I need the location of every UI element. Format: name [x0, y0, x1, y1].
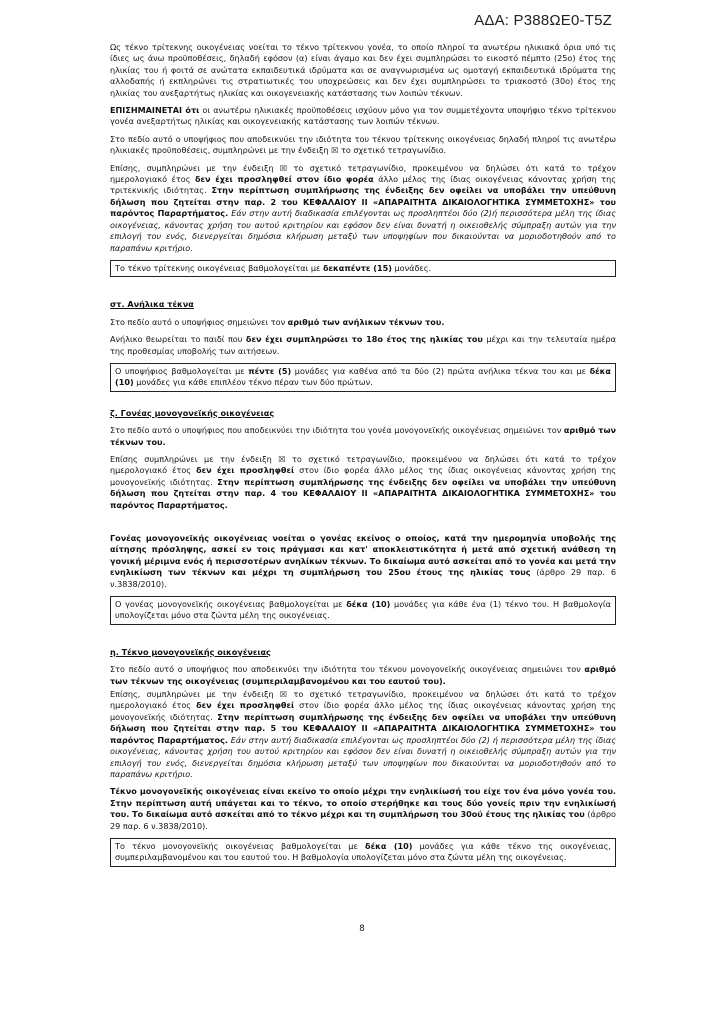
section-heading: στ. Ανήλικα τέκνα	[110, 299, 194, 310]
section-heading: ζ. Γονέας μονογονεϊκής οικογένειας	[110, 407, 275, 418]
page-number: 8	[359, 924, 365, 934]
paragraph: ΕΠΙΣΗΜΑΙΝΕΤΑΙ ότι οι ανωτέρω ηλικιακές προϋποθέσεις ισχύουν μόνο για τον συμμετέχοντα υποψήφιο τέκνο τρίτεκνου γονέα ανεξαρτήτως ηλικίας και οικογενειακής κατάστασης των λοιπών τέκνων.	[110, 105, 617, 127]
paragraph: Ανήλικο θεωρείται το παιδί που δεν έχει συμπληρώσει το 18ο έτος της ηλικίας του μέχρι και την τελευταία ημέρα της προθεσμίας υποβολής των αιτήσεων.	[110, 334, 617, 356]
paragraph: Επίσης συμπληρώνει με την ένδειξη ☒ το σχετικό τετραγωνίδιο, προκειμένου να δηλώσει ότι κατά το τρέχον ημερολογιακό έτος δεν έχει προσληφθεί στον ίδιο φορέα άλλο μέλος της ίδιας οικογένειας κάνοντας χρήση της μονογονεϊκής ιδιότητας. Στην περίπτωση συμπλήρωσης της ένδειξης δεν οφείλει να υποβάλει την υπεύθυνη δήλωση που ζητείται στην παρ. 4 του ΚΕΦΑΛΑΙΟΥ ΙΙ «ΑΠΑΡΑΙΤΗΤΑ ΔΙΚΑΙΟΛΟΓΗΤΙΚΑ ΣΥΜΜΕΤΟΧΗΣ» του παρόντος Παραρτήματος.	[110, 453, 616, 510]
score-box: Ο γονέας μονογονεϊκής οικογένειας βαθμολογείται με δέκα (10) μονάδες για κάθε ένα (1) τέκνο του. Η βαθμολογία υπολογίζεται μόνο στα ζώντα μέλη της οικογένειας.	[110, 596, 616, 625]
paragraph: Στο πεδίο αυτό ο υποψήφιος που αποδεικνύει την ιδιότητα του τέκνου τρίτεκνης οικογένειας δηλαδή πληροί τις ανωτέρω ηλικιακές προϋποθέσεις, συμπληρώνει με την ένδειξη ☒ το σχετικό τετραγωνίδιο.	[110, 133, 616, 156]
paragraph: Στο πεδίο αυτό ο υποψήφιος σημειώνει τον αριθμό των ανήλικων τέκνων του.	[110, 316, 445, 327]
section-heading: η. Τέκνο μονογονεϊκής οικογένειας	[110, 646, 271, 657]
paragraph: Στο πεδίο αυτό ο υποψήφιος που αποδεικνύει την ιδιότητα του γονέα μονογονεϊκής οικογένειας σημειώνει τον αριθμό των τέκνων του.	[110, 425, 616, 447]
paragraph: Ως τέκνο τρίτεκνης οικογένειας νοείται το τέκνο τρίτεκνου γονέα, το οποίο πληροί τα ανωτέρω ηλικιακά όρια υπό τις ίδιες ως άνω προϋποθέσεις, δηλαδή εφόσον (α) είναι άγαμο και δεν έχει συμπληρώσει το εικοστό πέμπτο (25ο) έτος της ηλικίας του ή φοιτά σε ανώτατα εκπαιδευτικά ιδρύματα και σε αναγνωρισμένα ως ομοταγή εκπαιδευτικά ιδρύματα της αλλοδαπής ή εκπληρώνει τις στρατιωτικές του υποχρεώσεις και δεν έχει συμπληρώσει το τριακοστό (30ο) έτος της ηλικίας του ανεξαρτήτως ηλικίας και οικογενειακής κατάστασης των λοιπών τέκνων.	[110, 42, 616, 98]
paragraph: Επίσης, συμπληρώνει με την ένδειξη ☒ το σχετικό τετραγωνίδιο, προκειμένου να δηλώσει ότι κατά το τρέχον ημερολογιακό έτος δεν έχει προσληφθεί στον ίδιο φορέα άλλο μέλος της ίδιας οικογένειας κάνοντας χρήση της μονογονεϊκής ιδιότητας. Στην περίπτωση συμπλήρωσης της ένδειξης δεν οφείλει να υποβάλει την υπεύθυνη δήλωση που ζητείται στην παρ. 5 του ΚΕΦΑΛΑΙΟΥ ΙΙ «ΑΠΑΡΑΙΤΗΤΑ ΔΙΚΑΙΟΛΟΓΗΤΙΚΑ ΣΥΜΜΕΤΟΧΗΣ» του παρόντος Παραρτήματος. Εάν στην αυτή διαδικασία επιλέγονται ως προσληπτέοι δύο (2) ή περισσότερα μέλη της ίδιας οικογένειας, κάνοντας χρήση του αυτού κριτηρίου και εφόσον δεν είναι δυνατή η οικειοθελής σύμπραξη αυτών για την επιλογή του ενός, διενεργείται δημόσια κλήρωση μεταξύ των υποψηφίων που δικαιούνται να μοριοδοτηθούν από το παραπάνω κριτήριο.	[110, 689, 616, 779]
paragraph: Τέκνο μονογονεϊκής οικογένειας είναι εκείνο το οποίο μέχρι την ενηλικίωσή του είχε τον ένα μόνο γονέα του. Στην περίπτωση αυτή υπάγεται και το τέκνο, το οποίο στερήθηκε και τους δύο γονείς πριν την ενηλικίωσή του. Το δικαίωμα αυτό ασκείται από το τέκνο μέχρι και τη συμπλήρωση του 30ού έτους της ηλικίας του (άρθρο 29 παρ. 6 ν.3838/2010).	[110, 786, 616, 831]
score-box: Το τέκνο τρίτεκνης οικογένειας βαθμολογείται με δεκαπέντε (15) μονάδες.	[110, 260, 616, 277]
paragraph: Γονέας μονογονεϊκής οικογένειας νοείται ο γονέας εκείνος ο οποίος, κατά την ημερομηνία υποβολής της αίτησης πρόσληψης, ασκεί εν τοις πράγμασι και κατ' αποκλειστικότητα ή μετά από σχετική ανάθεση τη γονική μέριμνα ενός ή περισσοτέρων ανηλίκων τέκνων. Το δικαίωμα αυτό ασκείται από το γονέα και μετά την ενηλικίωση των τέκνων και μέχρι τη συμπλήρωση του 25ου έτους της ηλικίας τους (άρθρο 29 παρ. 6 ν.3838/2010).	[110, 533, 616, 589]
paragraph: Επίσης, συμπληρώνει με την ένδειξη ☒ το σχετικό τετραγωνίδιο, προκειμένου να δηλώσει ότι κατά το τρέχον ημερολογιακό έτος δεν έχει προσληφθεί στον ίδιο φορέα άλλο μέλος της ίδιας οικογένειας κάνοντας χρήση της τριτεκνικής ιδιότητας. Στην περίπτωση συμπλήρωσης της ένδειξης δεν οφείλει να υποβάλει την υπεύθυνη δήλωση που ζητείται στην παρ. 2 του ΚΕΦΑΛΑΙΟΥ ΙΙ «ΑΠΑΡΑΙΤΗΤΑ ΔΙΚΑΙΟΛΟΓΗΤΙΚΑ ΣΥΜΜΕΤΟΧΗΣ» του παρόντος Παραρτήματος. Εάν στην αυτή διαδικασία επιλέγονται ως προσληπτέοι δύο (2)ή περισσότερα μέλη της ίδιας οικογένειας, κάνοντας χρήση του αυτού κριτηρίου και εφόσον δεν είναι δυνατή η οικειοθελής σύμπραξη αυτών για την επιλογή του ενός, διενεργείται δημόσια κλήρωση μεταξύ των υποψηφίων που δικαιούνται να μοριοδοτηθούν από το παραπάνω κριτήριο.	[110, 162, 616, 253]
score-box: Το τέκνο μονογονεϊκής οικογένειας βαθμολογείται με δέκα (10) μονάδες για κάθε τέκνο της οικογένειας, συμπεριλαμβανομένου και του εαυτού του. Η βαθμολογία υπολογίζεται μόνο στα ζώντα μέλη της οικογένειας.	[110, 838, 616, 867]
ada-code: ΑΔΑ: Ρ388ΩΕ0-Τ5Ζ	[474, 12, 612, 29]
paragraph: Στο πεδίο αυτό ο υποψήφιος που αποδεικνύει την ιδιότητα του τέκνου μονογονεϊκής οικογένειας σημειώνει τον αριθμό των τέκνων της οικογένειας (συμπεριλαμβανομένου και του εαυτού του).	[110, 664, 616, 686]
document-body	[110, 42, 616, 875]
score-box: Ο υποψήφιος βαθμολογείται με πέντε (5) μονάδες για καθένα από τα δύο (2) πρώτα ανήλικα τέκνα του και με δέκα (10) μονάδες για κάθε επιπλέον τέκνο πέραν των δύο πρώτων.	[110, 363, 616, 392]
